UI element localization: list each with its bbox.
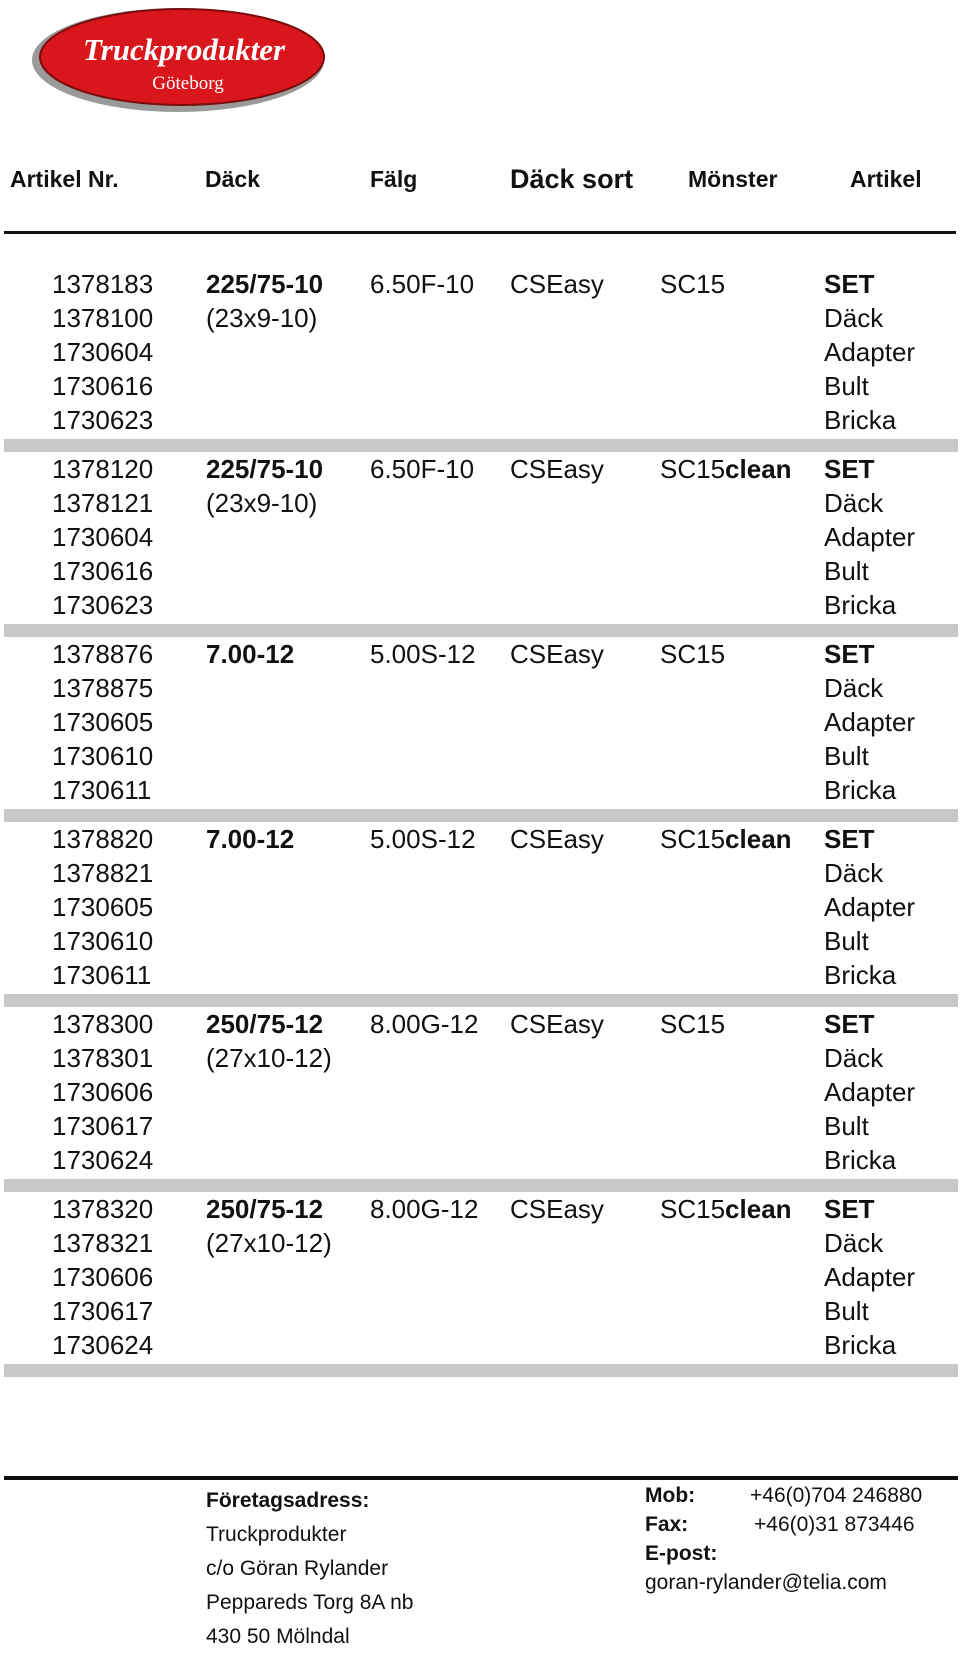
header-pattern: Mönster bbox=[688, 166, 778, 192]
item: Adapter bbox=[824, 892, 916, 922]
row-separator bbox=[4, 439, 958, 452]
rim-size: 6.50F-10 bbox=[370, 269, 475, 299]
pattern bbox=[660, 1007, 725, 1041]
article-numbers bbox=[52, 1192, 153, 1362]
item: Däck bbox=[824, 858, 884, 888]
item: Däck bbox=[824, 1043, 884, 1073]
product-row bbox=[0, 1007, 960, 1190]
mob-value: +46(0)704 246880 bbox=[750, 1484, 923, 1507]
article-number: 1730616 bbox=[52, 371, 154, 401]
article-number: 1730616 bbox=[52, 556, 154, 586]
tire-size bbox=[206, 452, 323, 520]
item: Bricka bbox=[824, 960, 897, 990]
logo-city: Göteborg bbox=[152, 73, 224, 94]
pattern bbox=[660, 822, 792, 856]
address-label: Företagsadress: bbox=[206, 1489, 370, 1512]
article-number: 1730610 bbox=[52, 926, 154, 956]
item: Bricka bbox=[824, 1330, 897, 1360]
header-tire-sort: Däck sort bbox=[510, 164, 634, 194]
tire-size-main: 250/75-12 bbox=[206, 1009, 324, 1039]
article-number: 1730604 bbox=[52, 337, 154, 367]
item: Bult bbox=[824, 371, 869, 401]
product-row bbox=[0, 822, 960, 1005]
item: Däck bbox=[824, 488, 884, 518]
article-number: 1730611 bbox=[52, 775, 152, 805]
article-number: 1730617 bbox=[52, 1111, 154, 1141]
row-separator bbox=[4, 994, 958, 1007]
pattern bbox=[660, 1192, 792, 1226]
item-set: SET bbox=[824, 1009, 875, 1039]
item: Bult bbox=[824, 741, 869, 771]
tire-sort: CSEasy bbox=[510, 639, 604, 669]
email-label: E-post: bbox=[645, 1542, 718, 1565]
item: Bricka bbox=[824, 775, 897, 805]
article-number: 1378100 bbox=[52, 303, 154, 333]
address-line: 430 50 Mölndal bbox=[206, 1625, 350, 1648]
article-number: 1378121 bbox=[52, 488, 154, 518]
tire-size bbox=[206, 1007, 332, 1075]
address-line: Truckprodukter bbox=[206, 1523, 347, 1546]
item: Bult bbox=[824, 1296, 869, 1326]
product-row bbox=[0, 637, 960, 820]
tire-size-alt: (27x10-12) bbox=[206, 1043, 332, 1073]
article-number: 1730606 bbox=[52, 1077, 154, 1107]
item: Adapter bbox=[824, 1077, 916, 1107]
tire-sort: CSEasy bbox=[510, 269, 604, 299]
email-link[interactable]: goran-rylander@telia.com bbox=[645, 1571, 887, 1594]
item: Däck bbox=[824, 303, 884, 333]
article-numbers bbox=[52, 452, 153, 622]
row-separator bbox=[4, 624, 958, 637]
article-number: 1730606 bbox=[52, 1262, 154, 1292]
fax-value: +46(0)31 873446 bbox=[754, 1513, 915, 1536]
pattern-name: SC15 bbox=[660, 639, 726, 669]
tire-size-main: 250/75-12 bbox=[206, 1194, 324, 1224]
article-number: 1730624 bbox=[52, 1330, 154, 1360]
item: Bult bbox=[824, 926, 869, 956]
article-number: 1378876 bbox=[52, 639, 154, 669]
item: Adapter bbox=[824, 522, 916, 552]
tire-size-alt: (23x9-10) bbox=[206, 303, 318, 333]
article-number: 1378321 bbox=[52, 1228, 154, 1258]
item: Bult bbox=[824, 1111, 869, 1141]
address-line: c/o Göran Rylander bbox=[206, 1557, 389, 1580]
item-list bbox=[824, 1192, 915, 1362]
article-number: 1378183 bbox=[52, 269, 154, 299]
item: Däck bbox=[824, 1228, 884, 1258]
item: Bricka bbox=[824, 1145, 897, 1175]
tire-size-main: 7.00-12 bbox=[206, 824, 295, 854]
tire-size-main: 7.00-12 bbox=[206, 639, 295, 669]
pattern-name: SC15 bbox=[660, 454, 726, 484]
article-number: 1378875 bbox=[52, 673, 154, 703]
item: Adapter bbox=[824, 1262, 916, 1292]
footer-rule bbox=[4, 1476, 958, 1480]
product-row bbox=[0, 267, 960, 450]
item-set: SET bbox=[824, 824, 875, 854]
header-rim: Fälg bbox=[370, 166, 418, 192]
fax-label: Fax: bbox=[645, 1513, 689, 1536]
tire-size-main: 225/75-10 bbox=[206, 269, 324, 299]
article-number: 1378300 bbox=[52, 1009, 154, 1039]
tire-size-alt: (27x10-12) bbox=[206, 1228, 332, 1258]
product-row bbox=[0, 452, 960, 635]
rim-size: 8.00G-12 bbox=[370, 1009, 479, 1039]
article-numbers bbox=[52, 267, 153, 437]
item-list bbox=[824, 452, 915, 622]
pattern bbox=[660, 452, 792, 486]
tire-sort: CSEasy bbox=[510, 824, 604, 854]
tire-size bbox=[206, 822, 294, 856]
article-number: 1378301 bbox=[52, 1043, 154, 1073]
rim-size: 5.00S-12 bbox=[370, 824, 476, 854]
item-list bbox=[824, 822, 915, 992]
header-article: Artikel bbox=[850, 166, 922, 192]
article-number: 1730617 bbox=[52, 1296, 154, 1326]
rim-size: 8.00G-12 bbox=[370, 1194, 479, 1224]
article-number: 1730604 bbox=[52, 522, 154, 552]
row-separator bbox=[4, 809, 958, 822]
item-list bbox=[824, 1007, 915, 1177]
article-number: 1378120 bbox=[52, 454, 154, 484]
tire-sort: CSEasy bbox=[510, 454, 604, 484]
header-rule bbox=[4, 231, 956, 234]
item-list bbox=[824, 637, 915, 807]
item: Bricka bbox=[824, 405, 897, 435]
article-number: 1730605 bbox=[52, 892, 154, 922]
item: Adapter bbox=[824, 337, 916, 367]
item-set: SET bbox=[824, 454, 875, 484]
pattern-suffix: clean bbox=[725, 824, 792, 854]
tire-sort: CSEasy bbox=[510, 1194, 604, 1224]
article-number: 1730605 bbox=[52, 707, 154, 737]
article-numbers bbox=[52, 822, 153, 992]
article-number: 1730611 bbox=[52, 960, 152, 990]
article-numbers bbox=[52, 637, 153, 807]
tire-sort: CSEasy bbox=[510, 1009, 604, 1039]
item-set: SET bbox=[824, 269, 875, 299]
pattern-name: SC15 bbox=[660, 269, 726, 299]
row-separator bbox=[4, 1179, 958, 1192]
item: Däck bbox=[824, 673, 884, 703]
rim-size: 6.50F-10 bbox=[370, 454, 475, 484]
item-list bbox=[824, 267, 915, 437]
header-tire: Däck bbox=[205, 166, 260, 192]
pattern-suffix: clean bbox=[725, 1194, 792, 1224]
tire-size-main: 225/75-10 bbox=[206, 454, 324, 484]
header-article-number: Artikel Nr. bbox=[10, 166, 119, 192]
article-number: 1378820 bbox=[52, 824, 154, 854]
article-number: 1730623 bbox=[52, 590, 154, 620]
item-set: SET bbox=[824, 639, 875, 669]
pattern bbox=[660, 267, 725, 301]
address-line: Peppareds Torg 8A nb bbox=[206, 1591, 414, 1614]
article-number: 1730623 bbox=[52, 405, 154, 435]
tire-size-alt: (23x9-10) bbox=[206, 488, 318, 518]
mob-label: Mob: bbox=[645, 1484, 696, 1507]
tire-size bbox=[206, 267, 323, 335]
item: Bricka bbox=[824, 590, 897, 620]
pattern-name: SC15 bbox=[660, 1009, 726, 1039]
article-number: 1730610 bbox=[52, 741, 154, 771]
article-numbers bbox=[52, 1007, 153, 1177]
article-number: 1378821 bbox=[52, 858, 154, 888]
company-logo bbox=[28, 2, 328, 114]
row-separator bbox=[4, 1364, 958, 1377]
article-number: 1378320 bbox=[52, 1194, 154, 1224]
pattern-name: SC15 bbox=[660, 824, 726, 854]
product-row bbox=[0, 1192, 960, 1375]
tire-size bbox=[206, 637, 294, 671]
item: Adapter bbox=[824, 707, 916, 737]
pattern bbox=[660, 637, 725, 671]
pattern-suffix: clean bbox=[725, 454, 792, 484]
item: Bult bbox=[824, 556, 869, 586]
logo-name: Truckprodukter bbox=[82, 32, 286, 67]
rim-size: 5.00S-12 bbox=[370, 639, 476, 669]
article-number: 1730624 bbox=[52, 1145, 154, 1175]
tire-size bbox=[206, 1192, 332, 1260]
item-set: SET bbox=[824, 1194, 875, 1224]
pattern-name: SC15 bbox=[660, 1194, 726, 1224]
